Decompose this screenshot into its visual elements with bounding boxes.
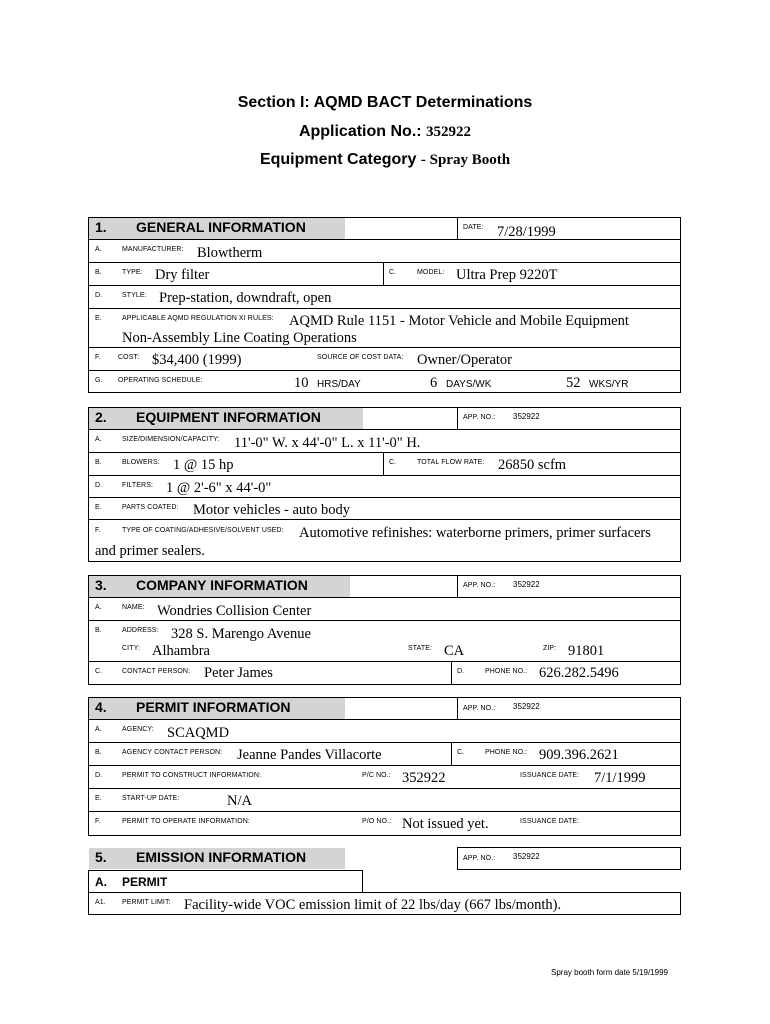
s2-app-label: APP. NO.: bbox=[463, 414, 496, 421]
agency-contact-label: AGENCY CONTACT PERSON: bbox=[122, 749, 223, 756]
model-label: MODEL: bbox=[417, 269, 445, 276]
s4-number: 4. bbox=[95, 699, 107, 715]
ptc-issuance-label: ISSUANCE DATE: bbox=[520, 772, 580, 779]
s3-b-letter: B. bbox=[95, 627, 102, 634]
agency-label: AGENCY: bbox=[122, 726, 154, 733]
s1-date-value: 7/28/1999 bbox=[497, 224, 556, 240]
footer-note: Spray booth form date 5/19/1999 bbox=[551, 968, 668, 977]
s5-app-value: 352922 bbox=[513, 852, 540, 861]
pto-label: PERMIT TO OPERATE INFORMATION: bbox=[122, 818, 250, 825]
company-name-value: Wondries Collision Center bbox=[157, 603, 312, 619]
company-phone-label: PHONE NO.: bbox=[485, 668, 528, 675]
state-label: STATE: bbox=[408, 645, 433, 652]
address-label: ADDRESS: bbox=[122, 627, 159, 634]
filters-value: 1 @ 2'-6" x 44'-0" bbox=[166, 480, 272, 496]
state-value: CA bbox=[444, 643, 465, 659]
weeks-unit: WKS/YR bbox=[589, 379, 629, 390]
blowers-label: BLOWERS: bbox=[122, 459, 160, 466]
s5-a-letter: A. bbox=[95, 875, 107, 889]
contact-person-value: Peter James bbox=[204, 665, 273, 681]
s3-number: 3. bbox=[95, 577, 107, 593]
title-line: Section I: AQMD BACT Determinations bbox=[237, 94, 533, 111]
city-value: Alhambra bbox=[152, 643, 210, 659]
s4-d-letter: D. bbox=[95, 772, 103, 779]
s2-e-letter: E. bbox=[95, 504, 102, 511]
s4-c-letter: C. bbox=[457, 749, 465, 756]
startup-date-value: N/A bbox=[227, 793, 252, 809]
s4-app-label: APP. NO.: bbox=[463, 705, 496, 712]
s2-d-letter: D. bbox=[95, 482, 103, 489]
regulation-label: APPLICABLE AQMD REGULATION XI RULES: bbox=[122, 315, 274, 322]
regulation-value-2: Non-Assembly Line Coating Operations bbox=[122, 330, 357, 346]
manufacturer-label: MANUFACTURER: bbox=[122, 246, 184, 253]
s1-g-letter: G. bbox=[95, 377, 103, 384]
s5-title: EMISSION INFORMATION bbox=[136, 849, 307, 865]
hours-value: 10 bbox=[294, 375, 309, 391]
cost-source-label: SOURCE OF COST DATA: bbox=[317, 354, 404, 361]
coating-type-label: TYPE OF COATING/ADHESIVE/SOLVENT USED: bbox=[122, 527, 284, 534]
ptc-label: PERMIT TO CONSTRUCT INFORMATION: bbox=[122, 772, 262, 779]
s2-c-letter: C. bbox=[389, 459, 397, 466]
pc-no-label: P/C NO.: bbox=[362, 772, 391, 779]
s1-number: 1. bbox=[95, 219, 107, 235]
coating-type-value-2: and primer sealers. bbox=[95, 543, 205, 559]
agency-value: SCAQMD bbox=[167, 725, 230, 741]
size-label: SIZE/DIMENSION/CAPACITY: bbox=[122, 436, 220, 443]
application-line bbox=[0, 123, 770, 141]
s1-e-letter: E. bbox=[95, 315, 102, 322]
regulation-value-1: AQMD Rule 1151 - Motor Vehicle and Mobile Equipment bbox=[289, 313, 629, 329]
s1-f-letter: F. bbox=[95, 354, 101, 361]
s1-b-letter: B. bbox=[95, 269, 102, 276]
pc-no-value: 352922 bbox=[402, 770, 446, 786]
pto-issuance-label: ISSUANCE DATE: bbox=[520, 818, 580, 825]
s3-app-value: 352922 bbox=[513, 580, 540, 589]
s1-a-letter: A. bbox=[95, 246, 102, 253]
cost-value: $34,400 (1999) bbox=[152, 352, 242, 368]
po-no-value: Not issued yet. bbox=[402, 816, 489, 832]
s3-title: COMPANY INFORMATION bbox=[136, 577, 308, 593]
manufacturer-value: Blowtherm bbox=[197, 245, 263, 261]
coating-type-value-1: Automotive refinishes: waterborne primers, primer surfacers bbox=[299, 525, 651, 541]
zip-value: 91801 bbox=[568, 643, 605, 659]
agency-phone-label: PHONE NO.: bbox=[485, 749, 528, 756]
contact-person-label: CONTACT PERSON: bbox=[122, 668, 191, 675]
ptc-issuance-value: 7/1/1999 bbox=[594, 770, 646, 786]
blowers-value: 1 @ 15 hp bbox=[173, 457, 234, 473]
s3-c-letter: C. bbox=[95, 668, 103, 675]
agency-contact-value: Jeanne Pandes Villacorte bbox=[237, 747, 382, 763]
application-number: 352922 bbox=[426, 124, 472, 140]
s2-app-value: 352922 bbox=[513, 412, 540, 421]
filters-label: FILTERS: bbox=[122, 482, 154, 489]
days-unit: DAYS/WK bbox=[446, 379, 492, 390]
s4-e-letter: E. bbox=[95, 795, 102, 802]
permit-limit-label: PERMIT LIMIT: bbox=[122, 899, 171, 906]
flow-rate-value: 26850 scfm bbox=[498, 457, 567, 473]
model-value: Ultra Prep 9220T bbox=[456, 267, 558, 283]
s1-title: GENERAL INFORMATION bbox=[136, 219, 306, 235]
s3-app-label: APP. NO.: bbox=[463, 582, 496, 589]
parts-coated-label: PARTS COATED: bbox=[122, 504, 179, 511]
equipment-category-line bbox=[0, 151, 770, 169]
city-label: CITY: bbox=[122, 645, 141, 652]
style-value: Prep-station, downdraft, open bbox=[159, 290, 332, 306]
address-value: 328 S. Marengo Avenue bbox=[171, 626, 311, 642]
parts-coated-value: Motor vehicles - auto body bbox=[193, 502, 351, 518]
s2-b-letter: B. bbox=[95, 459, 102, 466]
flow-rate-label: TOTAL FLOW RATE: bbox=[417, 459, 485, 466]
startup-date-label: START-UP DATE: bbox=[122, 795, 180, 802]
schedule-label: OPERATING SCHEDULE: bbox=[118, 377, 203, 384]
s4-b-letter: B. bbox=[95, 749, 102, 756]
days-value: 6 bbox=[430, 375, 438, 391]
s3-d-letter: D. bbox=[457, 668, 465, 675]
s4-f-letter: F. bbox=[95, 818, 101, 825]
equipment-category-value: - Spray Booth bbox=[420, 152, 511, 168]
s3-a-letter: A. bbox=[95, 604, 102, 611]
company-phone-value: 626.282.5496 bbox=[539, 665, 619, 681]
style-label: STYLE: bbox=[122, 292, 147, 299]
s2-a-letter: A. bbox=[95, 436, 102, 443]
cost-source-value: Owner/Operator bbox=[417, 352, 513, 368]
s5-app-label: APP. NO.: bbox=[463, 855, 496, 862]
type-value: Dry filter bbox=[155, 267, 210, 283]
s2-f-letter: F. bbox=[95, 527, 101, 534]
s2-number: 2. bbox=[95, 409, 107, 425]
s5-a1-letter: A1. bbox=[95, 899, 106, 906]
s4-title: PERMIT INFORMATION bbox=[136, 699, 291, 715]
agency-phone-value: 909.396.2621 bbox=[539, 747, 619, 763]
s1-d-letter: D. bbox=[95, 292, 103, 299]
s4-a-letter: A. bbox=[95, 726, 102, 733]
s2-title: EQUIPMENT INFORMATION bbox=[136, 409, 321, 425]
po-no-label: P/O NO.: bbox=[362, 818, 392, 825]
cost-label: COST: bbox=[118, 354, 140, 361]
s1-c-letter: C. bbox=[389, 269, 397, 276]
weeks-value: 52 bbox=[566, 375, 581, 391]
application-label: Application No.: bbox=[298, 123, 422, 140]
hours-unit: HRS/DAY bbox=[317, 379, 361, 390]
permit-limit-value: Facility-wide VOC emission limit of 22 lbs/day (667 lbs/month). bbox=[184, 897, 562, 913]
company-name-label: NAME: bbox=[122, 604, 145, 611]
size-value: 11'-0" W. x 44'-0" L. x 11'-0" H. bbox=[234, 435, 421, 451]
equipment-category-label: Equipment Category bbox=[259, 151, 417, 168]
s5-number: 5. bbox=[95, 849, 107, 865]
s4-app-value: 352922 bbox=[513, 702, 540, 711]
type-label: TYPE: bbox=[122, 269, 143, 276]
s1-date-label: DATE: bbox=[463, 224, 484, 231]
zip-label: ZIP: bbox=[543, 645, 557, 652]
s5-permit-label: PERMIT bbox=[122, 875, 168, 889]
